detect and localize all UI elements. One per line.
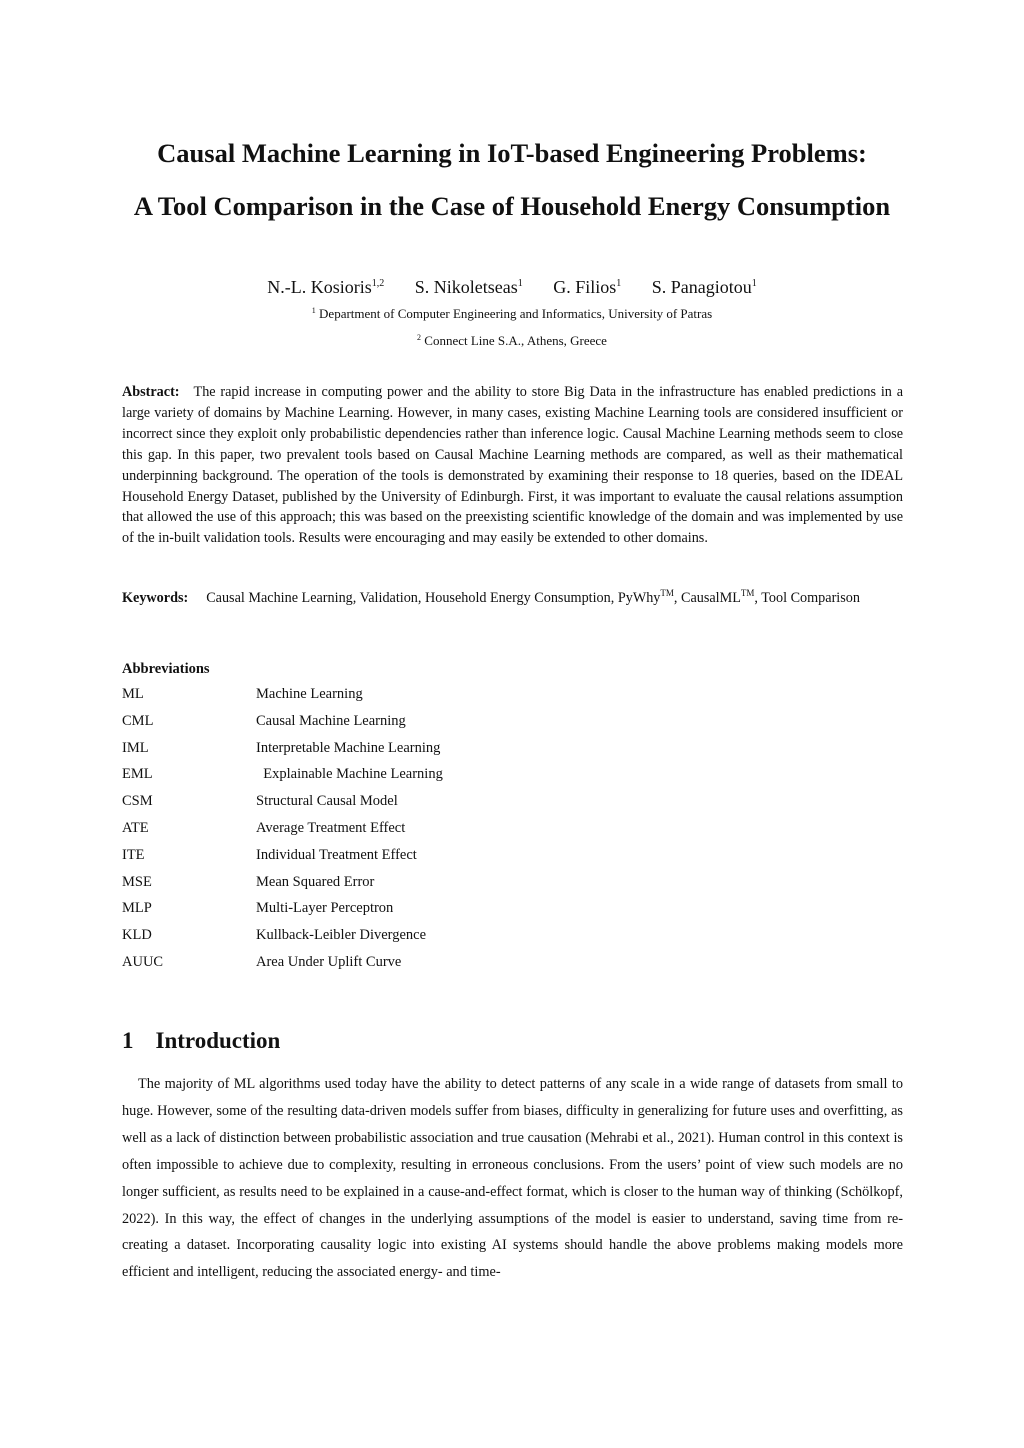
abbreviation-row: CML Causal Machine Learning	[122, 712, 406, 729]
abbreviation-row: ATE Average Treatment Effect	[122, 819, 406, 836]
paper-title-line-1: Causal Machine Learning in IoT-based Engineering Problems:	[157, 138, 867, 168]
author-2: S. Nikoletseas$^1$	[414, 277, 523, 297]
author-list	[0, 277, 1024, 299]
author-4: S. Panagiotou$^1$	[651, 277, 757, 297]
abbreviation-row: AUUC Area Under Uplift Curve	[122, 953, 402, 970]
abbreviation-row: KLD Kullback-Leibler Divergence	[122, 927, 427, 944]
paper-title-line-2: A Tool Comparison in the Case of Household Energy Consumption	[133, 191, 891, 221]
keywords: Keywords: Causal Machine Learning, Validation, Household Energy Consumption, PyWhy™, CausalML™, Tool Comparison	[122, 588, 860, 606]
affiliation-1: $^1$ Department of Computer Engineering and Informatics, University of Patras	[311, 306, 713, 321]
author-1: N.-L. Kosioris$^{1,2}$	[267, 277, 385, 297]
introduction-paragraph: The majority of ML algorithms used today have the ability to detect patterns of any scale in a wide range of datasets from small to huge. However, some of the resulting data-driven models suffer from biases, difficulty in generalizing for future uses and overfitting, as well as a lack of distinction between probabilistic association and true causation (Mehrabi et al., 2021). Human control in this context is often impossible to achieve due to complexity, resulting in erroneous conclusions. From the users’ point of view such models are no longer sufficient, as results need to be explained in a cause-and-effect format, which is closer to the human way of thinking (Schölkopf, 2022). In this way, the effect of changes in the underlying assumptions of the model is easier to understand, saving time from re-creating a dataset. Incorporating causality logic into existing AI systems should handle the above problems making models more efficient and intelligent, reducing the associated energy- and time-	[122, 1076, 903, 1281]
affiliation-2: $^2$ Connect Line S.A., Athens, Greece	[417, 333, 607, 348]
abstract-label: Abstract:	[122, 384, 180, 400]
abbreviation-row: ML Machine Learning	[122, 686, 363, 702]
abbreviation-row: IML Interpretable Machine Learning	[122, 739, 441, 756]
abstract-text: The rapid increase in computing power and the ability to store Big Data in the infrastructure has enabled predictions in a large variety of domains by Machine Learning. However, in many cases, existing Machine Learning tools are considered insufficient or incorrect since they exploit only probabilistic dependencies rather than inference logic. Causal Machine Learning methods seem to close this gap. In this paper, two prevalent tools based on Causal Machine Learning methods are compared, as well as their mathematical underpinning background. The operation of the tools is demonstrated by examining their response to 18 queries, based on the IDEAL Household Energy Dataset, published by the University of Edinburgh. First, it was important to evaluate the causal relations assumption that allowed the use of this approach; this was based on the preexisting scientific knowledge of the domain and was implemented by use of the in-built validation tools. Results were encouraging and may easily be extended to other domains.	[122, 384, 903, 547]
abbreviation-row: MSE Mean Squared Error	[122, 873, 375, 890]
abbreviation-row: EML Explainable Machine Learning	[122, 766, 443, 783]
abbreviations-table	[122, 686, 622, 981]
author-3: G. Filios$^1$	[553, 277, 622, 297]
abbreviation-row: MLP Multi-Layer Perceptron	[122, 900, 394, 917]
abstract	[122, 382, 903, 549]
abbreviation-row: CSM Structural Causal Model	[122, 793, 398, 810]
keywords-label: Keywords:	[122, 590, 189, 606]
abbreviations-heading: Abbreviations	[122, 661, 210, 677]
abbreviation-row: ITE Individual Treatment Effect	[122, 846, 417, 863]
section-heading-introduction: 1 Introduction	[122, 1028, 281, 1053]
